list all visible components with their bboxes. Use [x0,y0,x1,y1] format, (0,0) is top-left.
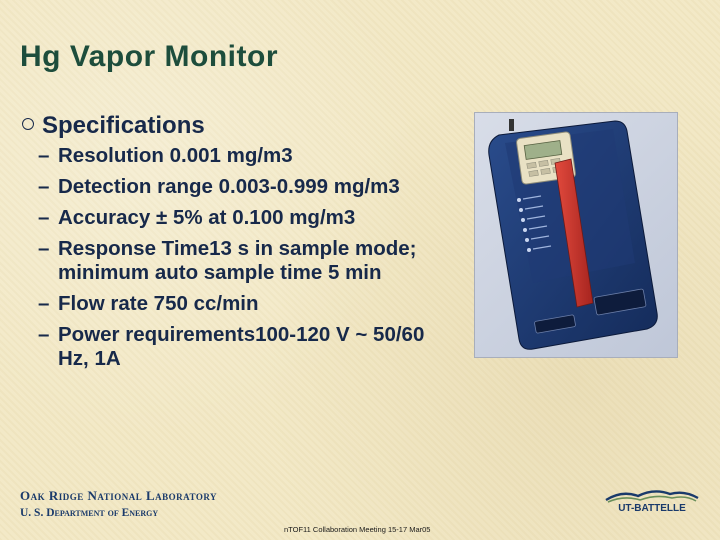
spec-item [22,144,472,168]
specifications-section [22,112,472,378]
spec-detection-range: Detection range 0.003-0.999 mg/m3 [58,175,400,198]
dash-icon: – [38,237,50,260]
footer-department: U. S. Department of Energy [20,507,159,519]
spec-item [22,292,472,316]
mountain-icon [602,486,702,504]
spec-item [22,175,472,199]
ut-battelle-logo [602,486,702,518]
spec-item [22,206,472,230]
section-heading-row [22,112,472,140]
spec-item [22,237,472,285]
dash-icon: – [38,292,50,315]
footer-meeting-text: nTOF11 Collaboration Meeting 15-17 Mar05 [284,525,431,534]
section-heading: Specifications [42,112,205,139]
spec-accuracy: Accuracy ± 5% at 0.100 mg/m3 [58,206,356,229]
spec-item [22,323,472,371]
dash-icon: – [38,175,50,198]
spec-power: Power requirements100-120 V ~ 50/60 Hz, 1A [58,323,425,370]
dash-icon: – [38,323,50,346]
device-illustration [475,113,677,357]
spec-list [22,144,472,371]
bullet-circle-icon [22,118,34,130]
spec-flow-rate: Flow rate 750 cc/min [58,292,259,315]
footer-organization [20,488,217,519]
footer-lab-name: Oak Ridge National Laboratory [20,488,218,503]
dash-icon: – [38,206,50,229]
dash-icon: – [38,144,50,167]
slide-title: Hg Vapor Monitor [20,40,278,73]
hg-vapor-monitor-device-photo [474,112,678,358]
ut-battelle-wordmark: UT-BATTELLE [618,503,686,514]
spec-resolution: Resolution 0.001 mg/m3 [58,144,293,167]
spec-response-time: Response Time13 s in sample mode; minimum auto sample time 5 min [58,237,417,284]
